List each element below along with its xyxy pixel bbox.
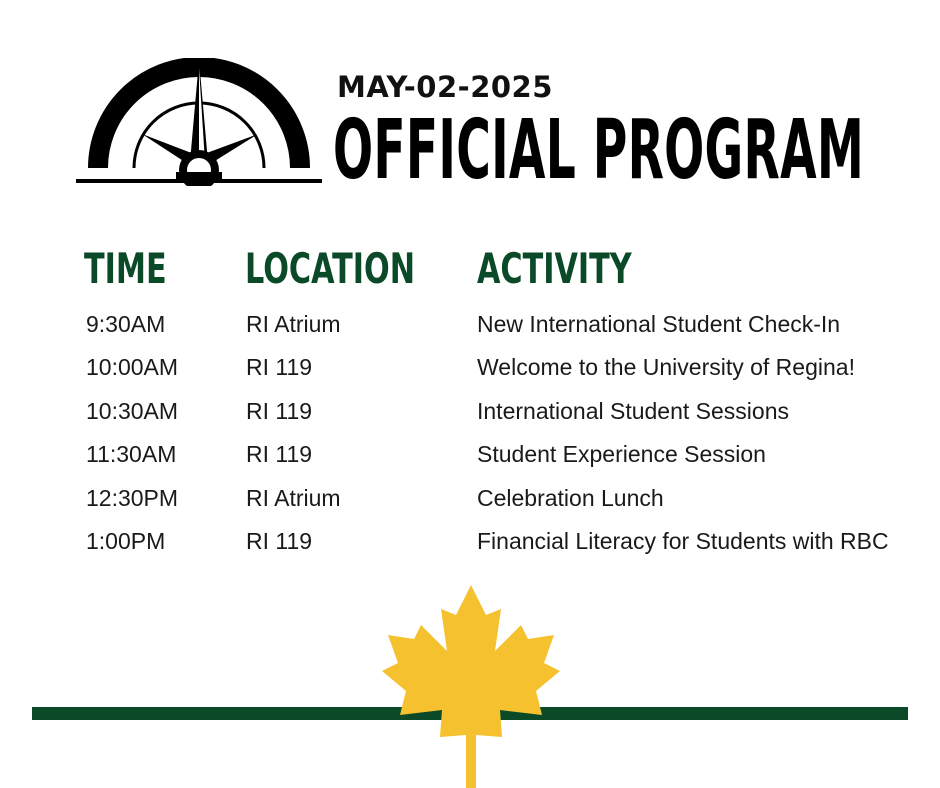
maple-leaf-icon bbox=[380, 585, 562, 788]
row-activity: Financial Literacy for Students with RBC bbox=[477, 527, 889, 554]
event-date: MAY-02-2025 bbox=[337, 70, 553, 104]
schedule-row bbox=[0, 436, 940, 479]
row-location: RI Atrium bbox=[246, 311, 341, 337]
schedule-row bbox=[0, 523, 940, 566]
row-location: RI 119 bbox=[246, 441, 313, 468]
schedule-row bbox=[0, 480, 940, 523]
row-location: RI Atrium bbox=[246, 484, 341, 511]
row-location: RI 119 bbox=[246, 527, 313, 554]
row-activity: Student Experience Session bbox=[477, 441, 766, 468]
row-activity: Welcome to the University of Regina! bbox=[477, 354, 855, 381]
schedule-row bbox=[0, 393, 940, 436]
row-location: RI 119 bbox=[246, 354, 313, 381]
row-location: RI 119 bbox=[246, 397, 313, 424]
column-header-activity: ACTIVITY bbox=[477, 244, 632, 293]
row-activity: New International Student Check-In bbox=[477, 311, 841, 337]
row-time: 10:00AM bbox=[86, 354, 179, 381]
row-time: 10:30AM bbox=[86, 397, 179, 424]
row-time: 1:00PM bbox=[86, 527, 166, 554]
row-activity: Celebration Lunch bbox=[477, 484, 664, 511]
column-header-location: LOCATION bbox=[245, 244, 416, 293]
column-header-time: TIME bbox=[84, 244, 167, 293]
row-time: 12:30PM bbox=[86, 484, 179, 511]
schedule-row bbox=[0, 306, 940, 349]
schedule-table bbox=[0, 306, 940, 566]
schedule-row bbox=[0, 349, 940, 392]
row-activity: International Student Sessions bbox=[477, 397, 789, 424]
page-title: OFFICIAL PROGRAM bbox=[333, 103, 865, 198]
compass-icon bbox=[76, 58, 322, 186]
row-time: 11:30AM bbox=[86, 441, 177, 468]
row-time: 9:30AM bbox=[86, 311, 166, 337]
